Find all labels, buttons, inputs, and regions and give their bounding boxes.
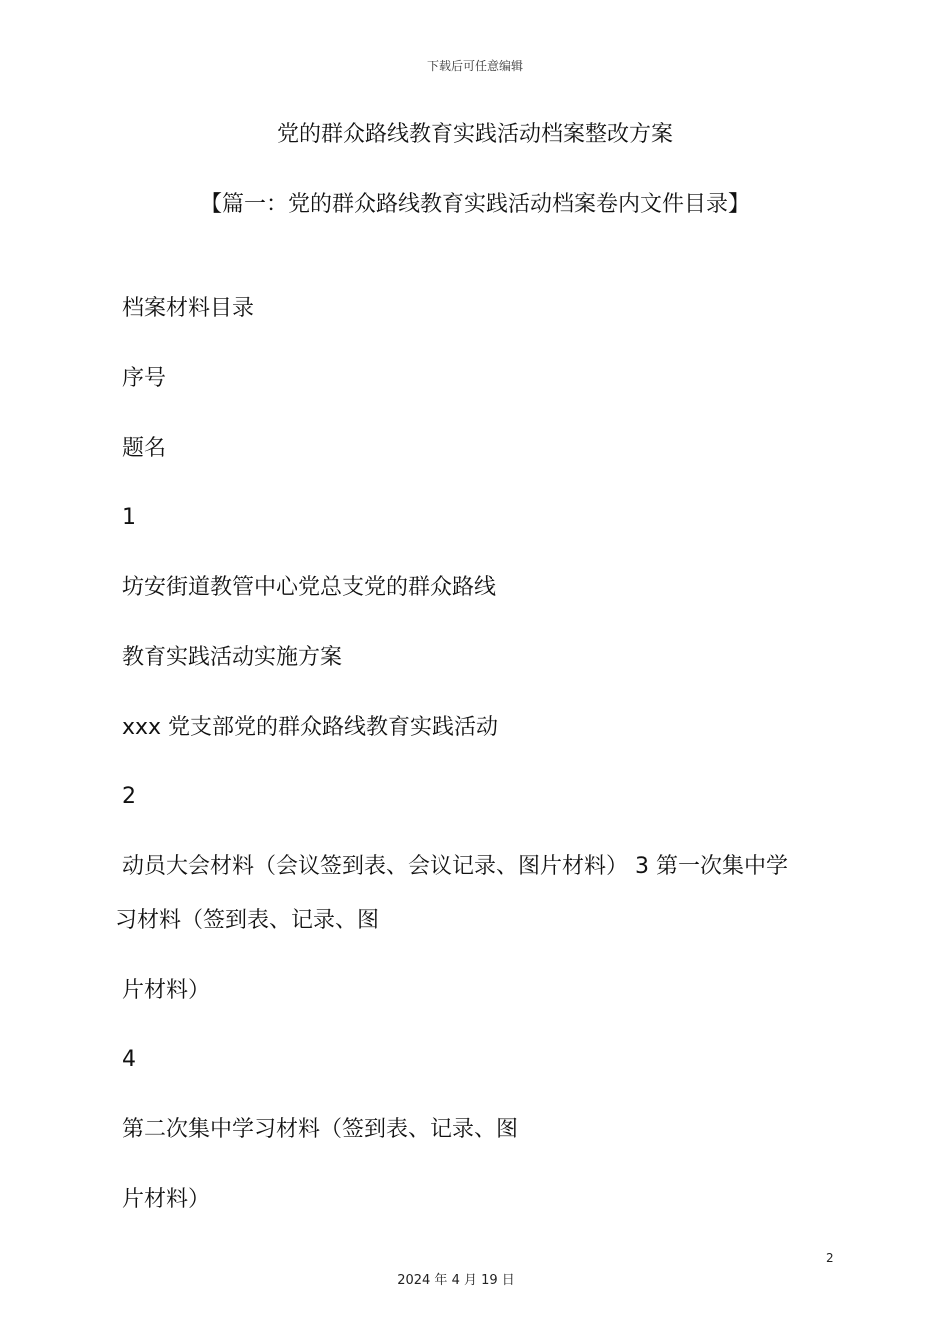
body-line-item-4-text-a: 第二次集中学习材料（签到表、记录、图 <box>122 1117 519 1142</box>
body-line-item-1: 1 <box>122 505 136 530</box>
body-line-item-4: 4 <box>122 1047 136 1072</box>
body-line-item-4-text-b: 片材料） <box>122 1187 211 1212</box>
body-line-item-1-text-b: 教育实践活动实施方案 <box>122 645 343 670</box>
body-line-item-1-text-a: 坊安街道教管中心党总支党的群众路线 <box>122 575 497 600</box>
body-line-item-3-text-b: 片材料） <box>122 978 211 1003</box>
footer-date: 2024 年 4 月 19 日 <box>397 1273 515 1288</box>
body-line-item-2: 2 <box>122 784 136 809</box>
body-line-item-2-text: 动员大会材料（会议签到表、会议记录、图片材料） 3 第一次集中学 <box>122 854 788 879</box>
page-number: 2 <box>826 1251 834 1265</box>
header-note: 下载后可任意编辑 <box>426 59 523 73</box>
body-line-item-3-text-a: 习材料（签到表、记录、图 <box>115 908 380 933</box>
body-line-title-label: 题名 <box>122 436 167 461</box>
body-line-serial-number: 序号 <box>122 366 167 391</box>
body-line-item-1-text-c: xxx 党支部党的群众路线教育实践活动 <box>122 715 499 740</box>
document-title: 党的群众路线教育实践活动档案整改方案 <box>276 122 673 147</box>
body-line-archive-catalog: 档案材料目录 <box>122 296 255 321</box>
document-subtitle: 【篇一：党的群众路线教育实践活动档案卷内文件目录】 <box>199 192 750 217</box>
